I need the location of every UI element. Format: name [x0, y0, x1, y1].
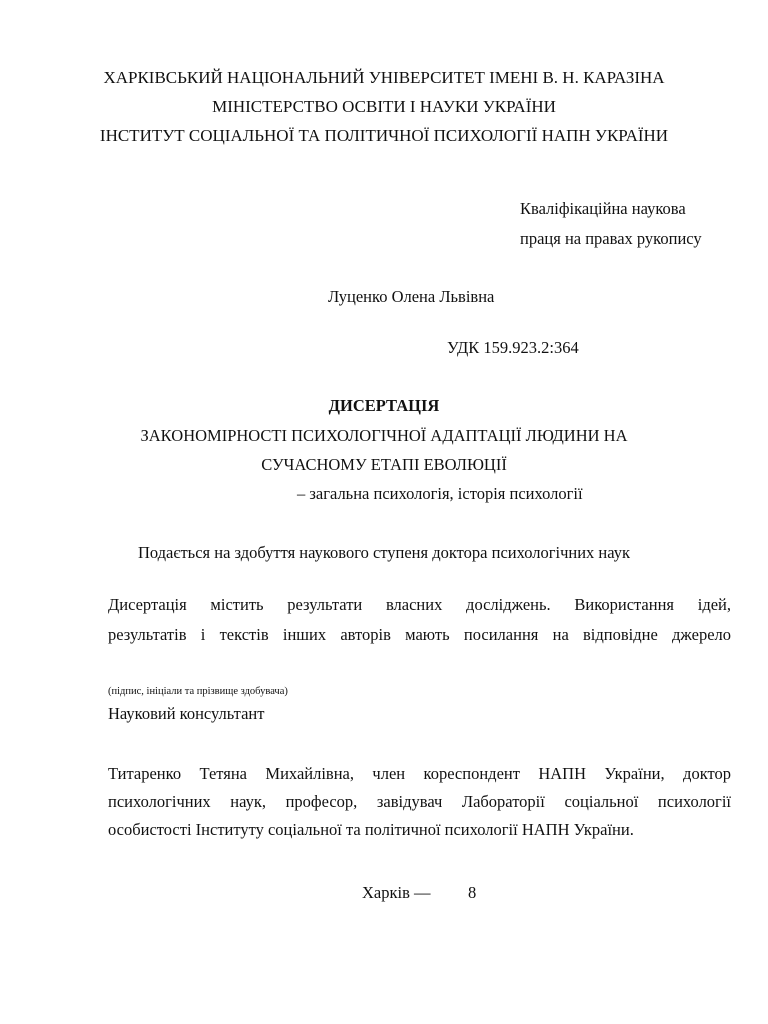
signature-caption: (підпис, ініціали та прізвище здобувача)	[108, 686, 288, 697]
dissertation-title-line2: СУЧАСНОМУ ЕТАПІ ЕВОЛЮЦІЇ	[261, 455, 507, 474]
dissertation-label: ДИСЕРТАЦІЯ	[328, 396, 440, 415]
footer-city: Харків —	[362, 883, 431, 902]
header-university: ХАРКІВСЬКИЙ НАЦІОНАЛЬНИЙ УНІВЕРСИТЕТ ІМЕНІ В. Н. КАРАЗІНА	[103, 68, 665, 87]
originality-statement	[108, 595, 731, 645]
consultant-line3: особистості Інституту соціальної та політичної психології НАПН України.	[108, 820, 634, 839]
originality-line1: Дисертація містить результати власних досліджень. Використання ідей,	[108, 595, 731, 614]
author-name: Луценко Олена Львівна	[328, 287, 495, 306]
consultant-line1: Титаренко Тетяна Михайлівна, член кореспондент НАПН України, доктор	[108, 764, 731, 783]
header-ministry: МІНІСТЕРСТВО ОСВІТИ І НАУКИ УКРАЇНИ	[212, 97, 556, 116]
header-institute: ІНСТИТУТ СОЦІАЛЬНОЇ ТА ПОЛІТИЧНОЇ ПСИХОЛОГІЇ НАПН УКРАЇНИ	[99, 126, 669, 145]
consultant-line2: психологічних наук, професор, завідувач Лабораторії соціальної психології	[108, 792, 731, 811]
originality-line2: результатів і текстів інших авторів мають посилання на відповідне джерело	[108, 625, 731, 644]
footer-year: 8	[468, 883, 477, 902]
degree-statement: Подається на здобуття наукового ступеня доктора психологічних наук	[137, 543, 631, 562]
dissertation-title-line1: ЗАКОНОМІРНОСТІ ПСИХОЛОГІЧНОЇ АДАПТАЦІЇ ЛЮДИНИ НА	[140, 426, 628, 445]
udc-code: УДК 159.923.2:364	[447, 338, 579, 357]
consultant-label: Науковий консультант	[108, 704, 265, 723]
consultant-details	[108, 764, 731, 840]
manuscript-note-line1: Кваліфікаційна наукова	[520, 199, 686, 218]
dissertation-specialty: – загальна психологія, історія психології	[297, 484, 583, 503]
manuscript-note-line2: праця на правах рукопису	[520, 229, 702, 248]
